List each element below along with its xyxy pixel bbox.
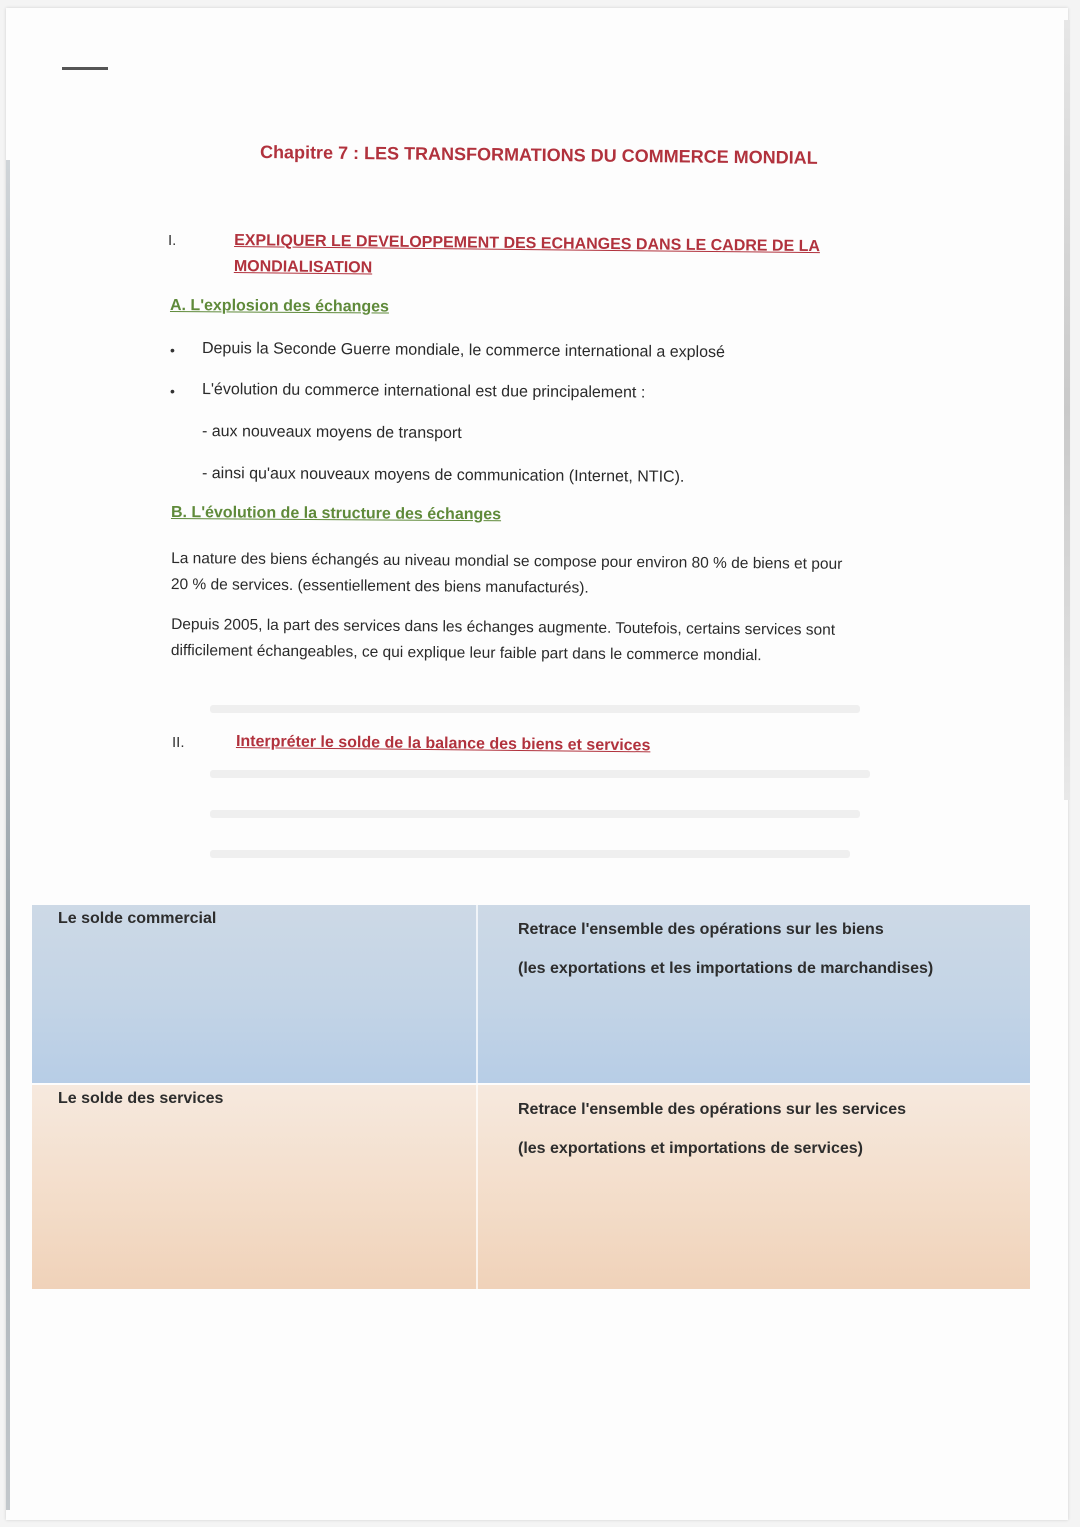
definition-line2: (les exportations et importations de services) xyxy=(518,1140,863,1157)
column-divider xyxy=(476,1085,478,1289)
paragraph-2-line1: Depuis 2005, la part des services dans les échanges augmente. Toutefois, certains services sont xyxy=(171,616,836,639)
definition-line1: Retrace l'ensemble des opérations sur les services xyxy=(518,1101,906,1118)
definition-cell xyxy=(518,1090,906,1168)
section-2-number: II. xyxy=(172,734,185,751)
scan-ghost-line xyxy=(210,705,860,713)
section-1-number: I. xyxy=(168,232,177,249)
definition-cell xyxy=(518,910,933,988)
paragraph-1-line1: La nature des biens échangés au niveau mondial se compose pour environ 80 % de biens et pour xyxy=(171,550,843,573)
section-1-heading-line1: EXPLIQUER LE DEVELOPPEMENT DES ECHANGES DANS LE CADRE DE LA xyxy=(234,232,821,256)
paragraph-1 xyxy=(171,546,843,604)
bullet-item-1: Depuis la Seconde Guerre mondiale, le commerce international a explosé xyxy=(201,340,726,362)
sub-item-2: - ainsi qu'aux nouveaux moyens de communication (Internet, NTIC). xyxy=(201,465,685,486)
paragraph-2 xyxy=(171,612,835,670)
term-cell: Le solde commercial xyxy=(58,910,217,927)
bullet-dot: • xyxy=(170,342,175,358)
scan-ghost-line xyxy=(210,850,850,858)
table-row xyxy=(32,1085,1030,1289)
column-divider xyxy=(476,905,478,1083)
scan-edge-right xyxy=(1064,20,1070,800)
section-1-heading xyxy=(234,228,820,286)
paragraph-2-line2: difficilement échangeables, ce qui explique leur faible part dans le commerce mondial. xyxy=(170,641,762,665)
scan-edge-left xyxy=(6,160,10,1510)
bullet-item-2: L'évolution du commerce international est due principalement : xyxy=(201,381,646,402)
bullet-dot: • xyxy=(170,383,175,399)
table-row xyxy=(32,905,1030,1083)
chapter-title: Chapitre 7 : LES TRANSFORMATIONS DU COMMERCE MONDIAL xyxy=(259,142,818,168)
section-2-heading: Interpréter le solde de la balance des biens et services xyxy=(235,733,651,755)
definition-line1: Retrace l'ensemble des opérations sur les biens xyxy=(518,921,884,938)
margin-dash-mark xyxy=(62,67,108,70)
definitions-table xyxy=(32,905,1030,1289)
sub-item-1: - aux nouveaux moyens de transport xyxy=(201,423,462,443)
section-1-heading-line2: MONDIALISATION xyxy=(233,257,373,277)
scan-ghost-line xyxy=(210,810,860,818)
part-a-heading: A. L'explosion des échanges xyxy=(169,297,390,316)
definition-line2: (les exportations et les importations de marchandises) xyxy=(518,960,934,977)
paragraph-1-line2: 20 % de services. (essentiellement des biens manufacturés). xyxy=(170,575,589,597)
scan-ghost-line xyxy=(210,770,870,778)
term-cell: Le solde des services xyxy=(58,1090,224,1107)
part-b-heading: B. L'évolution de la structure des échanges xyxy=(170,504,502,524)
